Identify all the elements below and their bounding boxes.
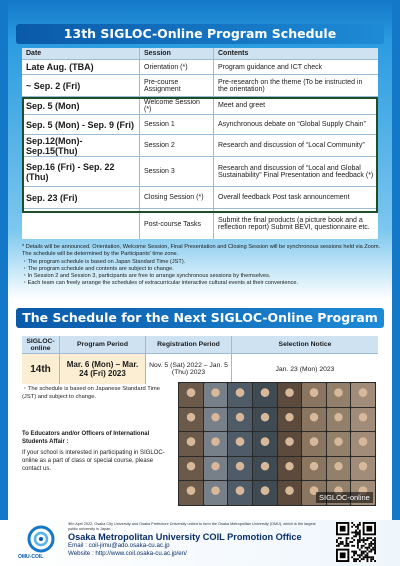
participant-tile	[351, 457, 375, 481]
row-date: Sep. 23 (Fri)	[22, 187, 140, 208]
row-contents: Meet and greet	[218, 102, 266, 109]
footer-office-title: Osaka Metropolitan University COIL Promotion Office	[68, 532, 302, 543]
header-contents: Contents	[218, 50, 249, 57]
table-row	[22, 209, 378, 239]
participant-tile	[228, 408, 252, 432]
participant-tile	[253, 457, 277, 481]
participant-tile	[228, 457, 252, 481]
row-date: Sep. 5 (Mon)	[22, 97, 140, 114]
header-selection-notice: Selection Notice	[278, 341, 332, 348]
row-date: Sep.12(Mon)- Sep.15(Thu)	[22, 135, 140, 156]
educators-body: If your school is interested in participating in SIGLOC-online as a part of class or special course, please contact us.	[22, 450, 165, 472]
table-row	[22, 75, 378, 97]
row-date: Late Aug. (TBA)	[22, 60, 140, 74]
participant-tile	[327, 432, 351, 456]
participant-tile	[278, 481, 302, 505]
participant-tile	[228, 481, 252, 505]
row-session: Closing Session (*)	[140, 187, 214, 208]
participant-tile	[204, 383, 228, 407]
educators-title: To Educators and/or Officers of International Students Affair :	[22, 431, 150, 445]
row-date: ~ Sep. 2 (Fri)	[22, 75, 140, 96]
participant-tile	[327, 457, 351, 481]
footer-merger-note: ※In April 2022, Osaka City University and Osaka Prefecture University united to form the Osaka Metropolitan University (OMU), which is the largest public university in Japan.	[68, 522, 316, 531]
qr-code-icon[interactable]	[336, 522, 376, 562]
schedule-header-row	[22, 48, 378, 60]
zoom-group-photo	[178, 382, 376, 506]
participant-tile	[302, 408, 326, 432]
row-session: Post-course Tasks	[140, 209, 214, 239]
footer-website-link[interactable]: Website : http://www.coil.osaka-cu.ac.jp/en/	[68, 550, 187, 558]
participant-tile	[204, 457, 228, 481]
schedule-table	[22, 48, 378, 239]
participant-tile	[179, 432, 203, 456]
participant-tile	[204, 481, 228, 505]
note-item: ・Each team can freely arrange the schedules of extracurricular interactive cultural events at their convenience.	[22, 280, 299, 287]
participant-tile	[253, 432, 277, 456]
next-program-table	[22, 336, 378, 384]
participant-tile	[204, 432, 228, 456]
program-period: Mar. 6 (Mon) – Mar. 24 (Fri) 2023	[60, 354, 146, 384]
header-sigloc: SIGLOC-online	[22, 336, 60, 353]
participant-tile	[351, 432, 375, 456]
footer	[68, 522, 324, 558]
participant-tile	[179, 408, 203, 432]
participant-tile	[253, 408, 277, 432]
table-row	[22, 187, 378, 209]
next-schedule-note: ・The schedule is based on Japanese Standard Time (JST) and subject to change.	[22, 386, 160, 400]
row-session: Session 1	[140, 115, 214, 134]
row-contents: Research and discussion of “Local and Global Sustainability” Final Presentation and feedback (*)	[218, 164, 374, 179]
participant-tile	[228, 383, 252, 407]
header-program-period: Program Period	[60, 336, 146, 353]
row-date: Sep. 5 (Mon) - Sep. 9 (Fri)	[22, 115, 140, 134]
participant-tile	[302, 383, 326, 407]
row-date: Sep.16 (Fri) - Sep. 22 (Thu)	[22, 157, 140, 186]
header-registration-period: Registration Period	[146, 336, 232, 353]
row-date	[22, 209, 140, 239]
edition-number: 14th	[22, 354, 60, 384]
participant-tile	[351, 408, 375, 432]
note-item: ・In Session 2 and Session 3, participants are free to arrange synchronous sessions by themselves.	[22, 273, 271, 280]
participant-tile	[278, 383, 302, 407]
registration-period: Nov. 5 (Sat) 2022 – Jan. 5 (Thu) 2023	[146, 354, 232, 384]
schedule-notes	[22, 244, 382, 288]
participant-tile	[278, 457, 302, 481]
participant-tile	[302, 457, 326, 481]
row-session: Pre-course Assignment	[140, 75, 214, 96]
participant-tile	[327, 408, 351, 432]
note-item: ・The program schedule is based on Japan Standard Time (JST).	[22, 258, 186, 265]
row-contents: Overall feedback Post task announcement	[218, 194, 350, 201]
photo-label: SIGLOC-online	[316, 492, 373, 503]
table-row	[22, 157, 378, 187]
participant-tile	[253, 481, 277, 505]
participant-tile	[278, 408, 302, 432]
row-session: Session 2	[140, 135, 214, 156]
right-border	[392, 0, 400, 520]
participant-tile	[179, 481, 203, 505]
table-row	[22, 354, 378, 384]
row-contents: Submit the final products (a picture book and a reflection report) Submit BEVI, questionnaire etc.	[218, 217, 370, 231]
next-program-banner: The Schedule for the Next SIGLOC-Online Program	[16, 308, 384, 328]
participant-tile	[351, 383, 375, 407]
note-item: * Details will be announced. Orientation, Welcome Session, Final Presentation and Closing Session will be synchronous sessions held via Zoom. The schedule will be determined by the Participants' time zone.	[22, 244, 381, 258]
row-session: Session 3	[140, 157, 214, 186]
schedule-banner: 13th SIGLOC-Online Program Schedule	[16, 24, 384, 44]
row-contents: Pre-research on the theme (To be instructed in the orientation)	[218, 78, 363, 93]
participant-tile	[302, 432, 326, 456]
footer-email-link[interactable]: Email : coil-jimu@ado.osaka-cu.ac.jp	[68, 542, 170, 550]
participant-tile	[327, 383, 351, 407]
row-contents: Research and discussion of “Local Community”	[218, 142, 365, 149]
row-session: Orientation (*)	[140, 60, 214, 74]
row-contents: Program guidance and ICT check	[218, 63, 323, 71]
selection-notice: Jan. 23 (Mon) 2023	[275, 365, 335, 373]
participant-tile	[278, 432, 302, 456]
participant-tile	[228, 432, 252, 456]
row-session: Welcome Session (*)	[140, 97, 214, 114]
next-header-row	[22, 336, 378, 354]
participant-tile	[179, 383, 203, 407]
table-row	[22, 97, 378, 115]
row-contents: Asynchronous debate on “Global Supply Chain”	[218, 121, 366, 128]
table-row	[22, 115, 378, 135]
table-row	[22, 135, 378, 157]
header-session: Session	[140, 48, 214, 59]
participant-tile	[204, 408, 228, 432]
educators-section	[22, 430, 172, 473]
left-border	[0, 0, 8, 520]
table-row	[22, 60, 378, 75]
participant-tile	[253, 383, 277, 407]
note-item: ・The program schedule and contents are subject to change.	[22, 265, 174, 272]
participant-tile	[179, 457, 203, 481]
header-date: Date	[22, 48, 140, 59]
logo-text: OMU-COIL	[18, 554, 44, 560]
